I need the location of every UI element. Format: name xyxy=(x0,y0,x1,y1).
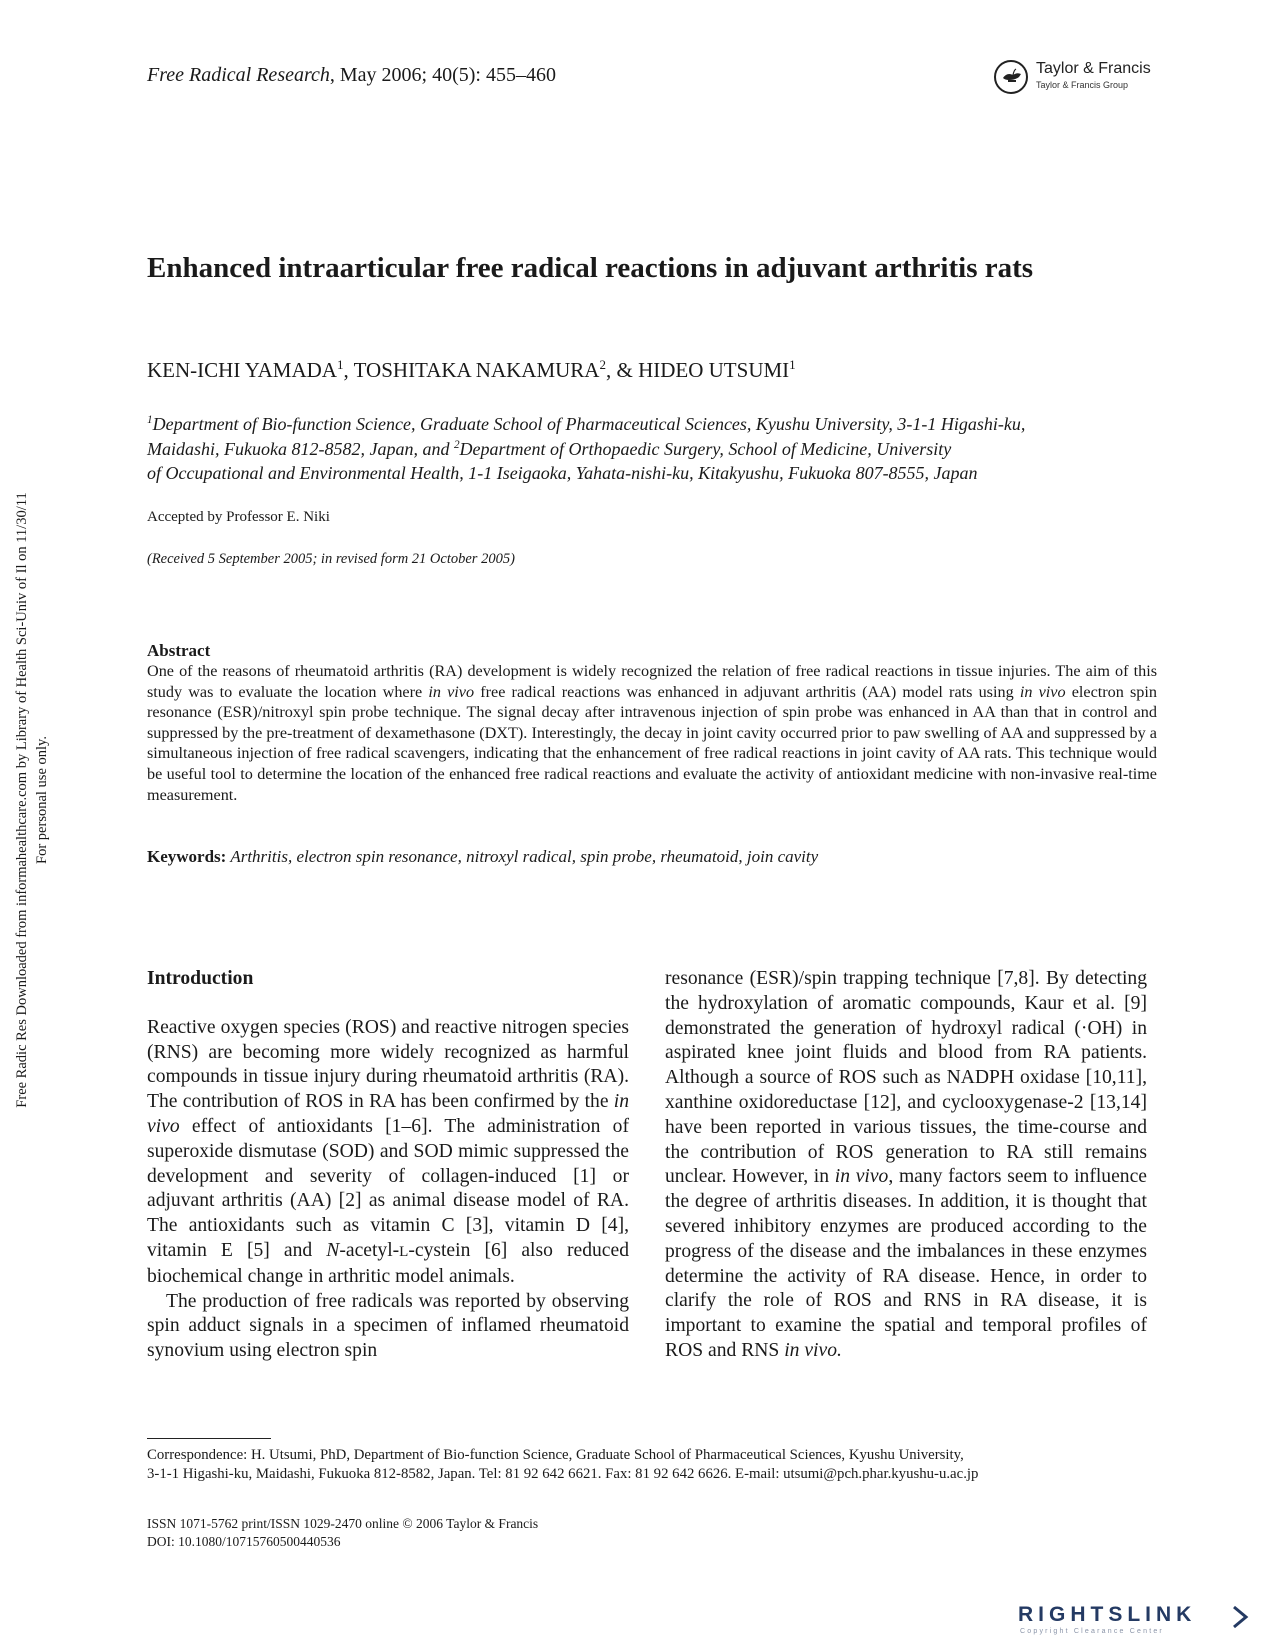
affiliation-line: of Occupational and Environmental Health, 1-1 Iseigaoka, Yahata-nishi-ku, Kitakyushu, Fukuoka 807-8555, Japan xyxy=(147,463,978,483)
affil-text: Maidashi, Fukuoka 812-8582, Japan, and xyxy=(147,438,454,459)
rightslink-word: RIGHTSLINK xyxy=(1018,1603,1197,1626)
author-affil-mark: 1 xyxy=(336,357,344,372)
author-separator: , & xyxy=(605,358,639,382)
correspondence-footnote xyxy=(147,1446,1157,1484)
watermark-line: Free Radic Res Downloaded from informahealthcare.com by Library of Health Sci-Univ of Il on 11/30/11 xyxy=(14,492,30,1108)
keywords-values: Arthritis, electron spin resonance, nitroxyl radical, spin probe, rheumatoid, join cavity xyxy=(230,847,819,866)
abstract-italic: in vivo xyxy=(1019,682,1066,701)
rightslink-subtitle: Copyright Clearance Center xyxy=(1020,1628,1164,1635)
affil-text: Department of Orthopaedic Surgery, School of Medicine, University xyxy=(459,438,952,459)
body-text: effect of antioxidants [1–6]. The administration of superoxide dismutase (SOD) and SOD mimic suppressed the development and severity of collagen-induced [1] or adjuvant arthritis (AA) [2] as animal disease model of RA. The antioxidants such as vitamin C [3], vitamin D [4], vitamin E [5] and xyxy=(147,1115,629,1261)
author-affil-mark: 2 xyxy=(599,357,606,372)
affiliation-line xyxy=(147,437,1157,462)
author-name: KEN-ICHI YAMADA xyxy=(147,358,337,382)
author-name: TOSHITAKA NAKAMURA xyxy=(353,358,600,382)
body-text: resonance (ESR)/spin trapping technique [7,8]. By detecting the hydroxylation of aromatic compounds, Kaur et al. [9] demonstrated the generation of hydroxyl radical (·OH) in aspirated knee joint fluids and blood from RA patients. Although a source of ROS such as NADPH oxidase [10,11], xanthine oxidoreductase [12], and cyclooxygenase-2 [13,14] have been reported in various tissues, the time-course and the contribution of ROS generation to RA still remains unclear. However, in xyxy=(665,968,1147,1188)
abstract-body xyxy=(147,661,1157,805)
intro-paragraph xyxy=(147,1016,629,1290)
footnote-rule xyxy=(147,1438,271,1439)
introduction-heading: Introduction xyxy=(147,968,254,989)
affiliation-line xyxy=(147,412,1157,437)
issn-line: ISSN 1071-5762 print/ISSN 1029-2470 online © 2006 Taylor & Francis xyxy=(147,1516,539,1531)
author-separator: , xyxy=(343,358,354,382)
lamp-icon xyxy=(994,60,1028,94)
doi-line: DOI: 10.1080/10715760500440536 xyxy=(147,1534,341,1549)
author-name: HIDEO UTSUMI xyxy=(638,358,790,382)
publisher-group: Taylor & Francis Group xyxy=(1036,80,1129,90)
received-dates: (Received 5 September 2005; in revised form 21 October 2005) xyxy=(147,551,515,567)
abstract-text: electron spin resonance (ESR)/nitroxyl spin probe technique. The signal decay after intravenous injection of spin probe was enhanced in AA than that in control and suppressed by the pre-treatment of dexamethasone (DXT). Interestingly, the decay in joint cavity occurred prior to paw swelling of AA and suppressed by a simultaneous injection of free radical scavengers, indicating that the enhancement of free radical reactions in joint cavity of AA rats. This technique would be useful tool to determine the location of the enhanced free radical reactions and evaluate the activity of antioxidant medicine with non-invasive real-time measurement. xyxy=(147,682,1157,804)
abstract-italic: in vivo xyxy=(428,682,475,701)
intro-right-column xyxy=(665,967,1147,1364)
footnote-line: 3-1-1 Higashi-ku, Maidashi, Fukuoka 812-8582, Japan. Tel: 81 92 642 6621. Fax: 81 92 642 6626. E-mail: utsumi@pch.phar.kyushu-u.ac.jp xyxy=(147,1466,979,1482)
body-text: Reactive oxygen species (ROS) and reactive nitrogen species (RNS) are becoming more widely recognized as harmful compounds in tissue injury during rheumatoid arthritis (RA). The contribution of ROS in RA has been confirmed by the xyxy=(147,1016,629,1113)
abstract-text: free radical reactions was enhanced in adjuvant arthritis (AA) model rats using xyxy=(474,682,1020,701)
affil-text: Department of Bio-function Science, Graduate School of Pharmaceutical Sciences, Kyushu University, 3-1-1 Higashi-ku, xyxy=(152,414,1026,434)
keywords-label: Keywords: xyxy=(147,847,227,866)
chevron-right-icon xyxy=(1230,1605,1250,1629)
intro-paragraph: The production of free radicals was reported by observing spin adduct signals in a specimen of inflamed rheumatoid synovium using electron spin xyxy=(147,1290,629,1362)
abstract-heading: Abstract xyxy=(147,641,211,660)
journal-info: , May 2006; 40(5): 455–460 xyxy=(329,64,556,86)
body-text: , many factors seem to influence the degree of arthritis diseases. In addition, it is thought that severed inhibitory enzymes are produced according to the progress of the disease and the imbalances in these enzymes determine the activity of RA disease. Hence, in order to clarify the role of ROS and RNS in RA disease, it is important to examine the spatial and temporal profiles of ROS and RNS xyxy=(665,1166,1147,1361)
journal-citation xyxy=(147,64,556,87)
keywords xyxy=(147,847,1157,867)
body-italic: in vivo. xyxy=(784,1339,842,1361)
author-list xyxy=(147,358,796,383)
affil-mark: 1 xyxy=(147,414,153,426)
publisher-logo xyxy=(994,58,1174,98)
author-affil-mark: 1 xyxy=(789,357,796,372)
watermark-line: For personal use only. xyxy=(34,736,50,864)
body-italic: in vivo xyxy=(834,1166,889,1188)
rightslink-logo[interactable] xyxy=(1018,1603,1253,1637)
intro-paragraph xyxy=(665,967,1147,1364)
issn-block xyxy=(147,1515,538,1551)
download-watermark xyxy=(12,450,52,1150)
abstract-text: One of the reasons of rheumatoid arthritis (RA) development is widely recognized the relation of free radical reactions in tissue injuries. The aim of this study was to evaluate the location where xyxy=(147,662,1157,701)
affil-mark: 2 xyxy=(453,438,460,451)
article-title: Enhanced intraarticular free radical reactions in adjuvant arthritis rats xyxy=(147,252,1034,284)
journal-name: Free Radical Research xyxy=(147,64,330,86)
intro-left-column xyxy=(147,967,629,1364)
accepted-by: Accepted by Professor E. Niki xyxy=(147,509,330,525)
body-text: -acetyl- xyxy=(339,1239,400,1261)
body-smallcaps: L xyxy=(399,1243,409,1260)
body-italic: in vivo xyxy=(147,1091,629,1137)
body-text: -cystein [6] also reduced biochemical change in arthritic model animals. xyxy=(147,1239,630,1287)
publisher-brand: Taylor & Francis xyxy=(1036,60,1151,77)
body-italic: N xyxy=(326,1239,340,1261)
affiliations xyxy=(147,412,1157,486)
footnote-line: Correspondence: H. Utsumi, PhD, Department of Bio-function Science, Graduate School of Pharmaceutical Sciences, Kyushu University, xyxy=(147,1447,964,1463)
